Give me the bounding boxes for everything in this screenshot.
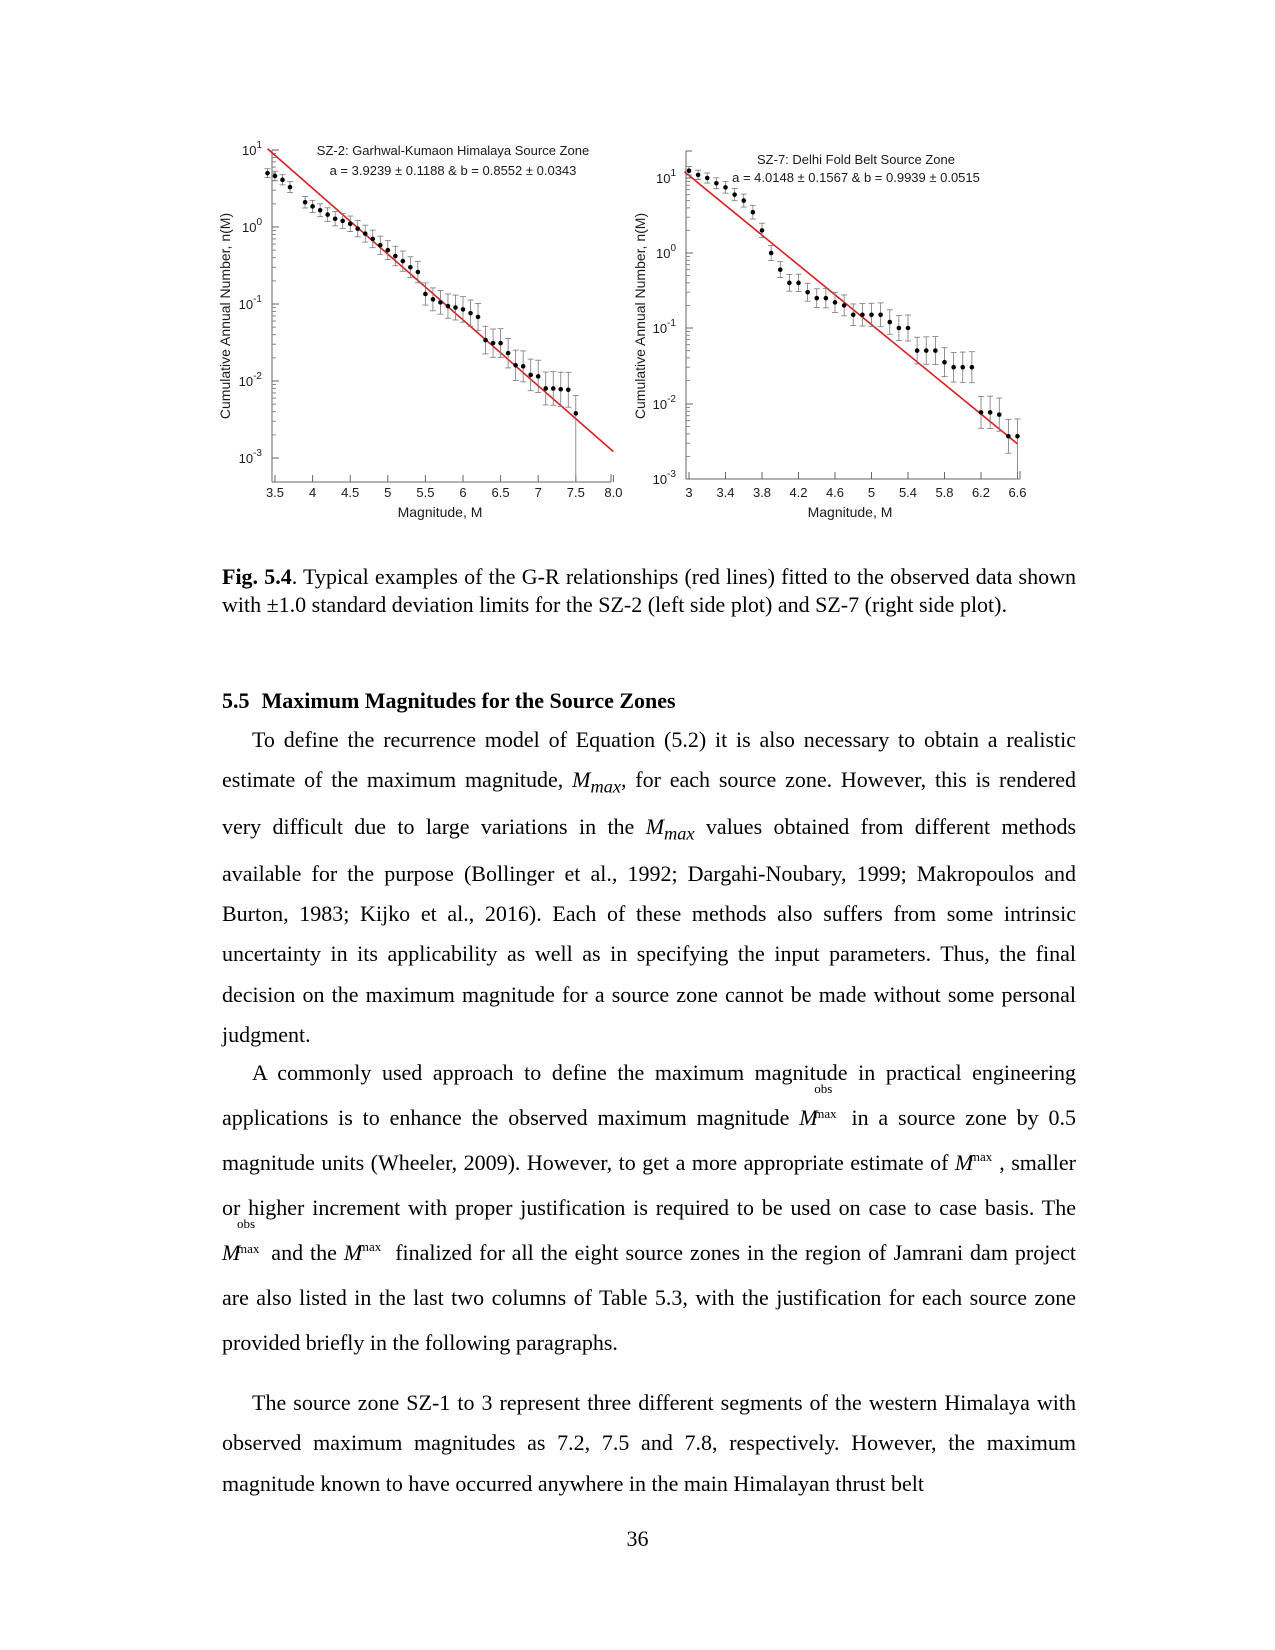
y-axis-label: Cumulative Annual Number, n(M) <box>217 212 233 420</box>
symbol-obs: obs <box>814 1081 833 1096</box>
data-point <box>378 243 383 248</box>
x-tick-label: 4.6 <box>825 485 845 500</box>
paragraph-2-text-2: in a source zone by 0.5 magnitude units (Wheeler, 2009). However, to get a more appropriate estimate of <box>222 1105 1076 1175</box>
data-point <box>280 178 285 183</box>
data-point <box>787 281 792 286</box>
data-point <box>696 173 701 178</box>
chart-title: SZ-2: Garhwal-Kumaon Himalaya Source Zone <box>316 143 590 158</box>
symbol-m: M <box>799 1105 818 1130</box>
paragraph-3-text: The source zone SZ-1 to 3 represent three different segments of the western Himalaya with observed maximum magnitudes as 7.2, 7.5 and 7.8, respectively. However, the maximum magnitude known to have occurred anywhere in the main Himalayan thrust belt <box>222 1390 1076 1496</box>
data-point <box>915 348 920 353</box>
paragraph-1-text-3: values obtained from different methods available for the purpose (Bollinger et al., 1992; Dargahi-Noubary, 1999; Makropoulos and Burton, 1983; Kijko et al., 2016). Each of these methods also suffers from some intrinsic uncertainty in its applicability as well as in specifying the input parameters. Thus, the final decision on the maximum magnitude for a source zone cannot be made without some personal judgment. <box>222 813 1077 1047</box>
data-point <box>942 360 947 365</box>
x-tick-label: 3.8 <box>752 485 772 500</box>
paragraph-2-text-3: , smaller or higher increment with proper justification is required to be used on case to case basis. The <box>222 1150 1076 1220</box>
x-tick-label: 6.2 <box>971 485 991 500</box>
data-point <box>842 303 847 308</box>
section-title: Maximum Magnitudes for the Source Zones <box>261 688 676 713</box>
figure-caption <box>222 563 1076 619</box>
data-point <box>423 292 428 297</box>
data-point <box>551 386 556 391</box>
data-point <box>340 219 345 224</box>
data-point <box>906 326 911 331</box>
data-point <box>566 387 571 392</box>
y-tick-label: $10^{-2}$ <box>652 394 676 412</box>
x-tick-label: 5.5 <box>416 485 435 500</box>
symbol-max: max <box>237 1241 260 1256</box>
symbol-max: max <box>969 1149 993 1164</box>
data-point <box>483 338 488 343</box>
symbol-m: M <box>222 1240 241 1265</box>
data-point <box>988 410 993 415</box>
data-point <box>970 365 975 370</box>
x-tick-label: 7 <box>534 485 542 500</box>
data-point <box>491 341 496 346</box>
x-tick-label: 8.0 <box>604 485 623 500</box>
data-point <box>824 296 829 301</box>
data-point <box>476 315 481 320</box>
data-point <box>997 412 1002 417</box>
data-point <box>751 210 756 215</box>
data-point <box>1006 434 1011 439</box>
data-point <box>574 411 579 416</box>
x-tick-label: 5 <box>867 485 876 500</box>
data-point <box>860 312 865 317</box>
data-point <box>333 216 338 221</box>
symbol-max: max <box>358 1239 382 1254</box>
data-point <box>348 222 353 227</box>
y-tick-label: $10^{-1}$ <box>238 294 262 312</box>
data-point <box>401 259 406 264</box>
x-axis-label: Magnitude, M <box>397 504 483 520</box>
x-tick-label: 4.5 <box>341 485 360 500</box>
data-point <box>461 307 466 312</box>
data-point <box>528 373 533 378</box>
x-tick-label: 5 <box>384 485 392 500</box>
data-point <box>506 351 511 356</box>
data-point <box>468 311 473 316</box>
mmax-symbol <box>572 767 621 797</box>
chart-2 <box>632 151 1027 520</box>
data-point <box>1015 434 1020 439</box>
data-point <box>833 300 838 305</box>
symbol-obs: obs <box>237 1216 256 1231</box>
data-point <box>543 386 548 391</box>
data-point <box>714 181 719 186</box>
data-point <box>393 254 398 259</box>
chart-subtitle: a = 4.0148 ± 0.1567 & b = 0.9939 ± 0.0515 <box>732 170 980 185</box>
y-tick-label: $10^1$ <box>655 168 676 186</box>
chart-title: SZ-7: Delhi Fold Belt Source Zone <box>757 152 955 167</box>
data-point <box>760 228 765 233</box>
data-point <box>732 192 737 197</box>
data-point <box>933 348 938 353</box>
data-point <box>878 312 883 317</box>
paragraph-1 <box>222 720 1076 1055</box>
x-tick-label: 4 <box>308 485 317 500</box>
data-point <box>273 174 278 179</box>
section-heading <box>222 688 676 714</box>
x-tick-label: 6.6 <box>1008 485 1027 500</box>
mmax-sub: max <box>664 823 695 844</box>
data-point <box>265 171 270 176</box>
data-point <box>778 267 783 272</box>
data-point <box>446 304 451 309</box>
x-tick-label: 6.5 <box>491 485 510 500</box>
fit-line <box>684 172 1017 444</box>
x-tick-label: 5.4 <box>898 485 918 500</box>
paragraph-1-text-1: To define the recurrence model of Equation (5.2) it is also necessary to obtain a realistic estimate of the maximum magnitude, <box>222 727 1076 793</box>
figure-5-4 <box>0 0 1275 560</box>
y-axis-label: Cumulative Annual Number, n(M) <box>632 212 648 420</box>
section-number: 5.5 <box>222 688 250 713</box>
mmax-symbol <box>344 1230 388 1275</box>
x-tick-label: 7.5 <box>566 485 585 500</box>
x-tick-label: 5.8 <box>935 485 954 500</box>
mmax-m: M <box>572 767 591 793</box>
mmax-symbol <box>645 813 695 844</box>
data-point <box>408 265 413 270</box>
figure-plots <box>0 0 1275 560</box>
paragraph-3 <box>222 1383 1076 1504</box>
y-tick-label: $10^{-2}$ <box>238 371 262 389</box>
caption-text: . Typical examples of the G-R relationships (red lines) fitted to the observed data shown with ±1.0 standard deviation limits for the SZ-2 (left side plot) and SZ-7 (right side plot). <box>222 564 1076 617</box>
paragraph-2-text-5: finalized for all the eight source zones in the region of Jamrani dam project are also listed in the last two columns of Table 5.3, with the justification for each source zone provided briefly in the following paragraphs. <box>222 1240 1076 1355</box>
data-point <box>318 208 323 213</box>
data-point <box>288 185 293 190</box>
x-tick-label: 6 <box>459 485 467 500</box>
data-point <box>431 297 436 302</box>
data-point <box>416 270 421 275</box>
data-point <box>438 300 443 305</box>
page-number: 36 <box>626 1526 649 1551</box>
paragraph-2-text-1: A commonly used approach to define the maximum magnitude in practical engineering applications is to enhance the observed maximum magnitude <box>222 1060 1076 1130</box>
data-point <box>536 374 541 379</box>
data-point <box>851 312 856 317</box>
y-tick-label: $10^{-3}$ <box>652 469 676 487</box>
mmax-symbol <box>955 1140 999 1185</box>
data-point <box>897 326 902 331</box>
y-tick-label: $10^1$ <box>241 140 262 158</box>
data-point <box>513 363 518 368</box>
y-tick-label: $10^{-3}$ <box>238 448 262 466</box>
mmax-m: M <box>645 813 665 839</box>
chart-subtitle: a = 3.9239 ± 0.1188 & b = 0.8552 ± 0.0343 <box>329 163 577 178</box>
data-point <box>498 341 503 346</box>
data-point <box>363 231 368 236</box>
caption-label: Fig. 5.4 <box>222 564 292 589</box>
data-point <box>960 365 965 370</box>
data-point <box>814 296 819 301</box>
paragraph-1-text-2: , for each source zone. However, this is rendered very difficult due to large variations in the <box>222 767 1076 839</box>
data-point <box>453 305 458 310</box>
data-point <box>687 168 692 173</box>
symbol-m: M <box>954 1150 974 1175</box>
data-point <box>723 185 728 190</box>
data-point <box>769 251 774 256</box>
data-point <box>386 248 391 253</box>
data-point <box>741 198 746 203</box>
y-tick-label: $10^0$ <box>241 217 262 235</box>
data-point <box>705 176 710 181</box>
data-point <box>924 348 929 353</box>
x-tick-label: 4.2 <box>789 485 808 500</box>
data-point <box>796 281 801 286</box>
data-point <box>869 312 874 317</box>
data-point <box>355 226 360 231</box>
paragraph-2-text-4: and the <box>264 1240 344 1265</box>
mmax-obs-symbol <box>222 1216 264 1275</box>
mmax-sub: max <box>590 776 621 797</box>
data-point <box>558 387 563 392</box>
data-point <box>887 320 892 325</box>
data-point <box>951 365 956 370</box>
symbol-m: M <box>343 1240 363 1265</box>
data-point <box>521 364 526 369</box>
paragraph-2 <box>222 1050 1076 1365</box>
data-point <box>303 200 308 205</box>
mmax-obs-symbol <box>799 1081 841 1140</box>
data-point <box>370 237 375 242</box>
x-axis-label: Magnitude, M <box>807 504 893 520</box>
x-tick-label: 3.5 <box>265 485 285 500</box>
data-point <box>979 410 984 415</box>
y-tick-label: $10^{-1}$ <box>652 318 676 336</box>
x-tick-label: 3.4 <box>716 485 735 500</box>
data-point <box>310 204 315 209</box>
data-point <box>325 212 330 217</box>
chart-1 <box>217 143 622 520</box>
x-tick-label: 3 <box>685 485 693 500</box>
symbol-max: max <box>814 1106 837 1121</box>
data-point <box>805 290 810 295</box>
y-tick-label: $10^0$ <box>655 243 676 261</box>
